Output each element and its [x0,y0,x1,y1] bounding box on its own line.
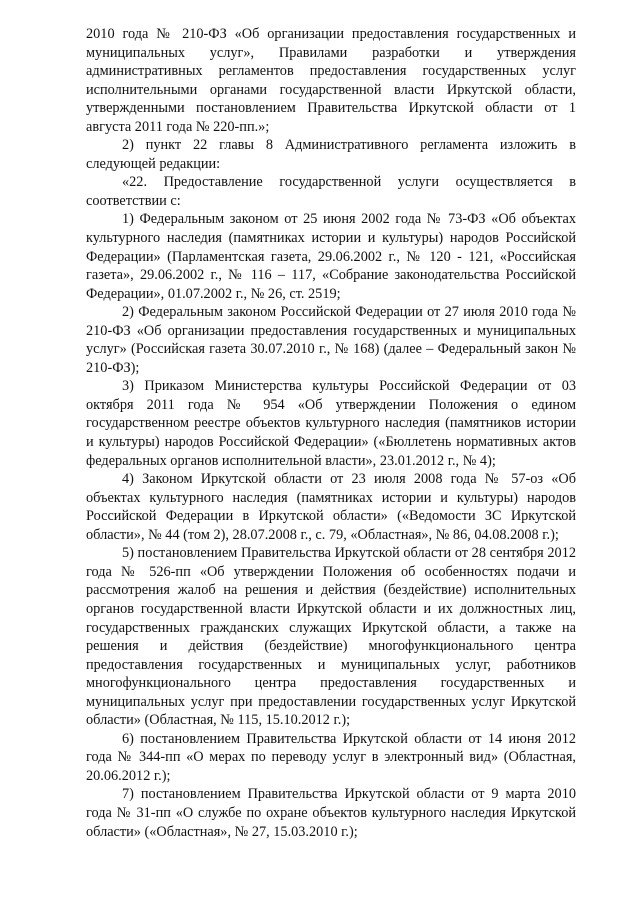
paragraph-clause-22: «22. Предоставление государственной услуги осуществляется в соответствии с: [86,174,576,209]
document-body [86,25,576,841]
list-item-4: 4) Законом Иркутской области от 23 июля 2008 года № 57-оз «Об объектах культурного наследия (памятниках истории и культуры) народов Российской Федерации в Иркутской области» («Ведомости ЗС Иркутской области», № 44 (том 2), 28.07.2008 г., с. 79, «Областная», № 86, 04.08.2008 г.); [86,471,576,543]
paragraph-continuation: 2010 года № 210-ФЗ «Об организации предоставления государственных и муниципальных услуг», Правилами разработки и утверждения административных регламентов предоставления государственных услуг исполнительными органами государственной власти Иркутской области, утвержденными постановлением Правительства Иркутской области от 1 августа 2011 года № 220-пп.»; [86,26,576,135]
list-item-6: 6) постановлением Правительства Иркутской области от 14 июня 2012 года № 344-пп «О мерах по переводу услуг в электронный вид» (Областная, 20.06.2012 г.); [86,730,576,784]
paragraph-item-2-amendment: 2) пункт 22 главы 8 Административного регламента изложить в следующей редакции: [86,137,576,172]
list-item-7: 7) постановлением Правительства Иркутской области от 9 марта 2010 года № 31-пп «О службе по охране объектов культурного наследия Иркутской области» («Областная», № 27, 15.03.2010 г.); [86,786,576,840]
list-item-5: 5) постановлением Правительства Иркутской области от 28 сентября 2012 года № 526-пп «Об утверждении Положения об особенностях подачи и рассмотрения жалоб на решения и действия (бездействие) исполнительных органов государственной власти Иркутской области и их должностных лиц, государственных гражданских служащих Иркутской области, а также на решения и действия (бездействие) многофункционального центра предоставления государственных и муниципальных услуг, работников многофункционального центра предоставления государственных и муниципальных услуг при предоставлении государственных услуг Иркутской области» (Областная, № 115, 15.10.2012 г.); [86,545,576,729]
list-item-3: 3) Приказом Министерства культуры Российской Федерации от 03 октября 2011 года № 954 «Об утверждении Положения о едином государственном реестре объектов культурного наследия (памятников истории и культуры) народов Российской Федерации» («Бюллетень нормативных актов федеральных органов исполнительной власти», 23.01.2012 г., № 4); [86,378,576,469]
list-item-2: 2) Федеральным законом Российской Федерации от 27 июля 2010 года № 210-ФЗ «Об организации предоставления государственных и муниципальных услуг» (Российская газета 30.07.2010 г., № 168) (далее – Федеральный закон № 210-ФЗ); [86,304,576,376]
list-item-1: 1) Федеральным законом от 25 июня 2002 года № 73-ФЗ «Об объектах культурного наследия (памятниках истории и культуры) народов Российской Федерации» (Парламентская газета, 29.06.2002 г., № 120 - 121, «Российская газета», 29.06.2002 г., № 116 – 117, «Собрание законодательства Российской Федерации», 01.07.2002 г., № 26, ст. 2519; [86,211,576,302]
